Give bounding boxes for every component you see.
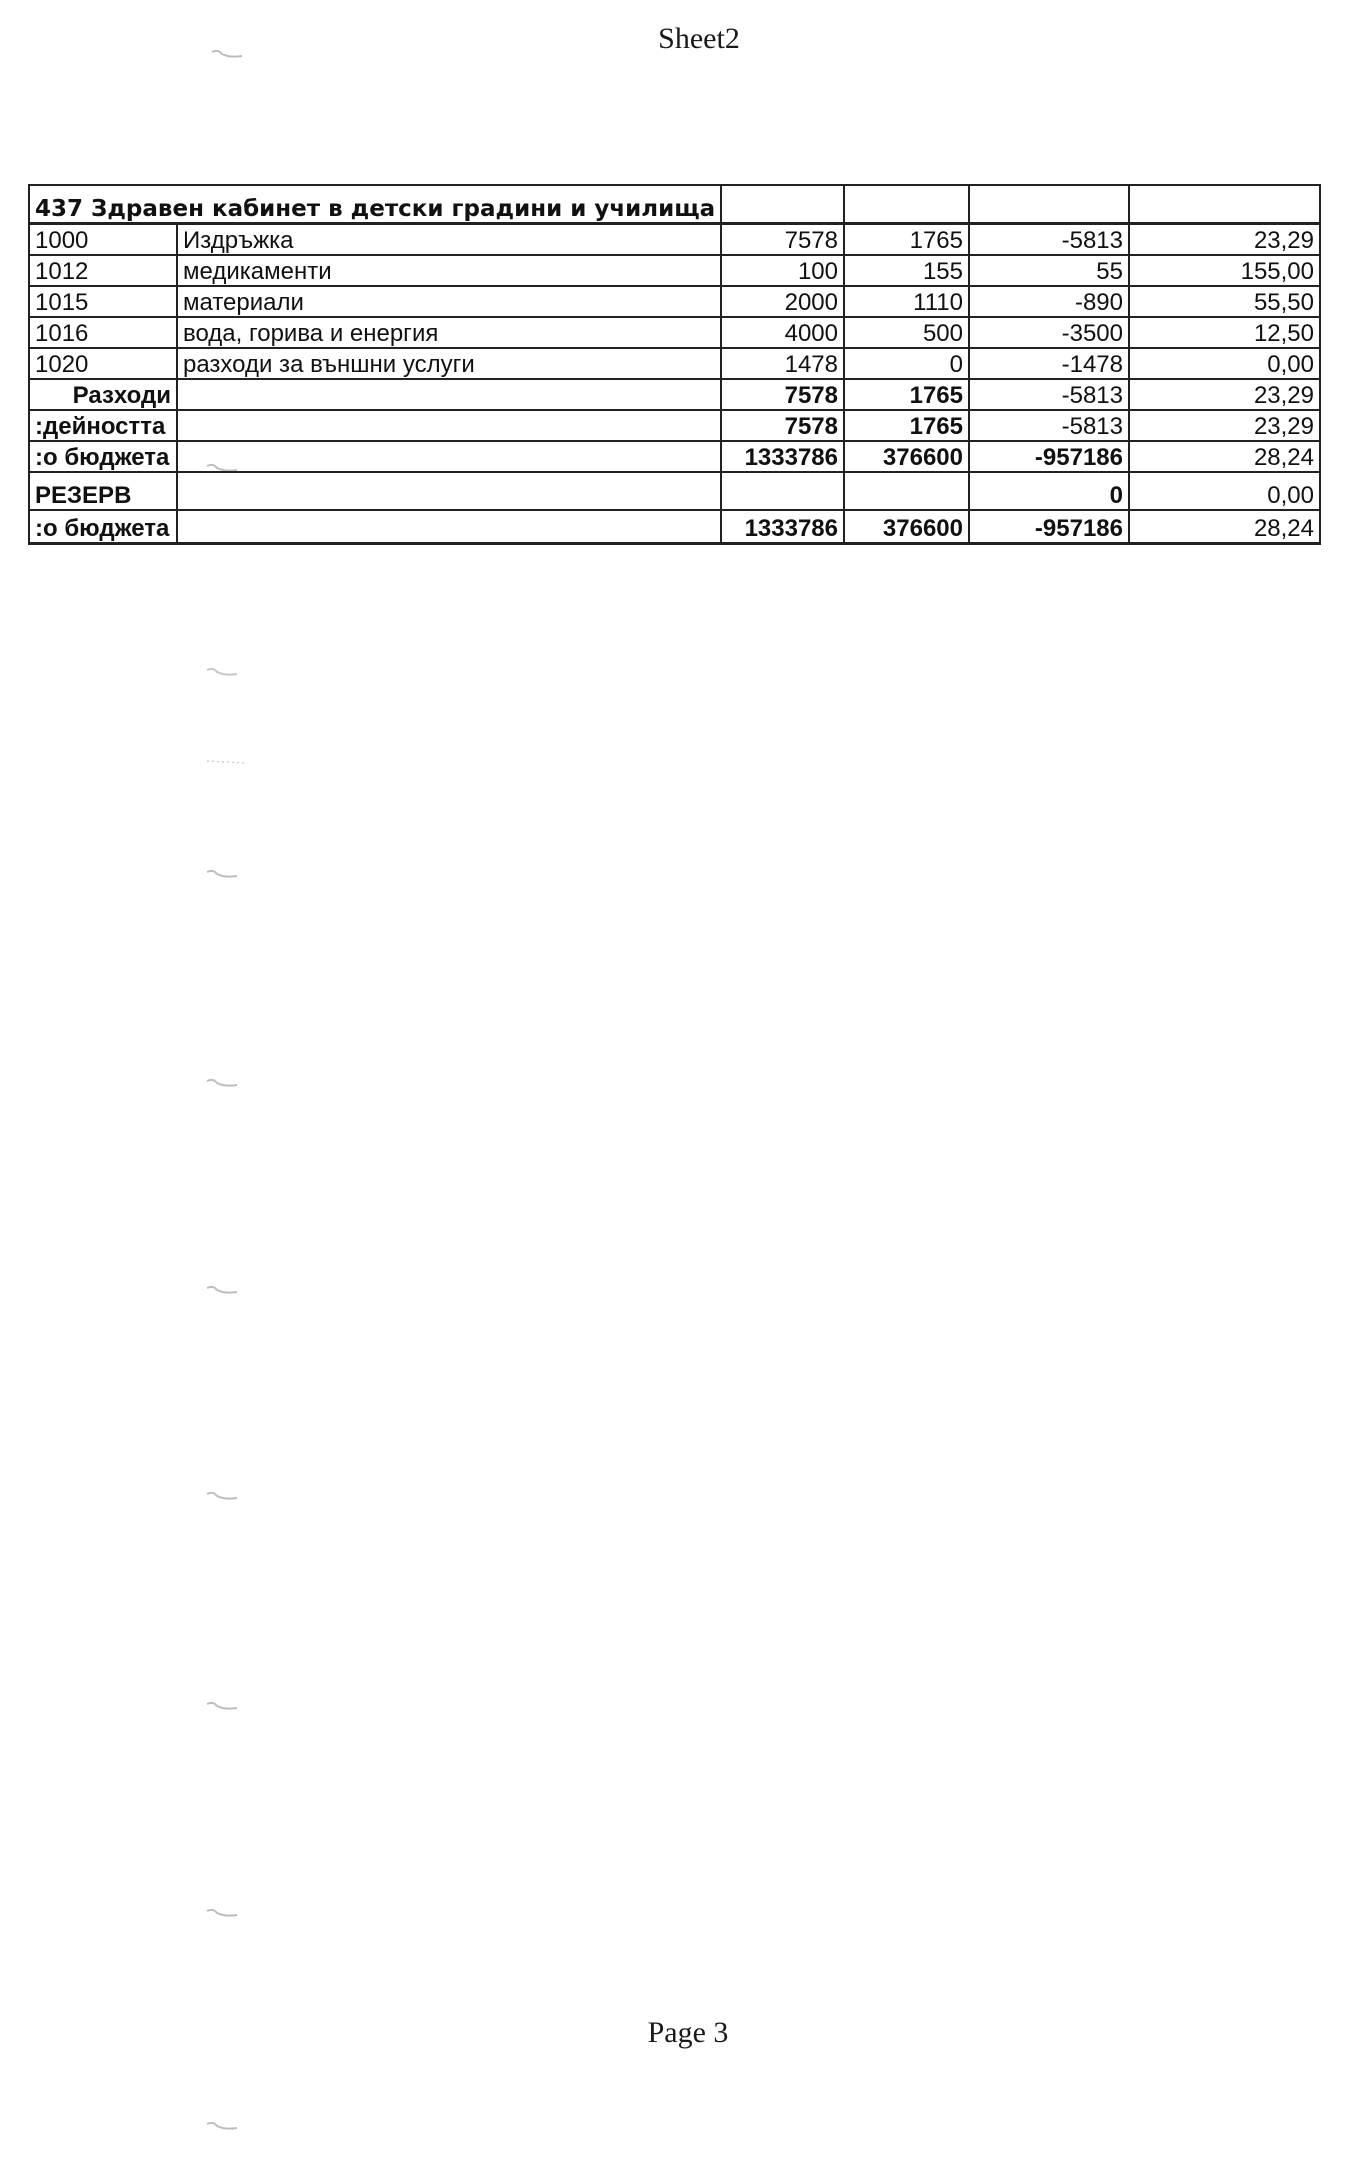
empty-cell [177,410,721,441]
reserve-row [29,472,1320,510]
value-col2: 500 [844,317,969,348]
value-col1: 7578 [721,410,844,441]
summary-row-activity [29,410,1320,441]
empty-cell [844,472,969,510]
item-code: 1016 [29,317,177,348]
value-col4: 0,00 [1129,472,1320,510]
budget-table [28,184,1321,545]
empty-cell [969,185,1129,224]
value-col3: 55 [969,255,1129,286]
value-col4: 0,00 [1129,348,1320,379]
value-col3: -5813 [969,224,1129,256]
empty-cell [721,472,844,510]
value-col2: 1765 [844,224,969,256]
table-row [29,348,1320,379]
table-row [29,317,1320,348]
table-title: 437 Здравен кабинет в детски градини и училища [29,185,721,224]
value-col1: 1478 [721,348,844,379]
value-col1: 1333786 [721,441,844,472]
scan-artifact [205,2120,247,2132]
value-col2: 155 [844,255,969,286]
table-row [29,255,1320,286]
value-col3: -957186 [969,441,1129,472]
scan-artifact [205,666,247,678]
value-col3: -957186 [969,510,1129,544]
value-col4: 12,50 [1129,317,1320,348]
empty-cell [177,472,721,510]
empty-cell [844,185,969,224]
value-col3: -890 [969,286,1129,317]
value-col1: 7578 [721,379,844,410]
summary-label: дейността: [29,410,177,441]
value-col1: 4000 [721,317,844,348]
total-label: о бюджета: [29,510,177,544]
value-col2: 0 [844,348,969,379]
value-col1: 7578 [721,224,844,256]
item-name: Издръжка [177,224,721,256]
item-name: разходи за външни услуги [177,348,721,379]
total-row [29,510,1320,544]
value-col3: -1478 [969,348,1129,379]
value-col4: 28,24 [1129,510,1320,544]
scan-artifact [210,48,252,60]
value-col1: 2000 [721,286,844,317]
scan-artifact [205,755,247,767]
scan-artifact [205,868,247,880]
value-col1: 100 [721,255,844,286]
empty-cell [177,510,721,544]
table-row [29,224,1320,256]
page-number: Page 3 [647,2016,729,2049]
item-code: 1015 [29,286,177,317]
value-col4: 23,29 [1129,379,1320,410]
reserve-label: РЕЗЕРВ [29,472,177,510]
scan-artifact [205,1700,247,1712]
value-col2: 1765 [844,379,969,410]
scan-artifact [205,1284,247,1296]
value-col3: -5813 [969,379,1129,410]
value-col4: 23,29 [1129,224,1320,256]
item-code: 1012 [29,255,177,286]
empty-cell [177,379,721,410]
value-col1: 1333786 [721,510,844,544]
empty-cell [1129,185,1320,224]
scan-artifact [205,1077,247,1089]
item-code: 1020 [29,348,177,379]
empty-cell [721,185,844,224]
empty-cell [177,441,721,472]
value-col3: -3500 [969,317,1129,348]
table-row [29,286,1320,317]
item-name: вода, горива и енергия [177,317,721,348]
value-col4: 155,00 [1129,255,1320,286]
value-col2: 376600 [844,510,969,544]
value-col3: -5813 [969,410,1129,441]
value-col4: 55,50 [1129,286,1320,317]
summary-row-expenses [29,379,1320,410]
value-col2: 1110 [844,286,969,317]
scan-artifact [205,1907,247,1919]
value-col4: 23,29 [1129,410,1320,441]
value-col3: 0 [969,472,1129,510]
item-name: материали [177,286,721,317]
scan-artifact [205,1490,247,1502]
value-col2: 376600 [844,441,969,472]
summary-label: Разходи [29,379,177,410]
value-col2: 1765 [844,410,969,441]
summary-label: о бюджета: [29,441,177,472]
table-title-row [29,185,1320,224]
item-code: 1000 [29,224,177,256]
sheet-title: Sheet2 [658,22,740,55]
item-name: медикаменти [177,255,721,286]
summary-row-budget [29,441,1320,472]
value-col4: 28,24 [1129,441,1320,472]
